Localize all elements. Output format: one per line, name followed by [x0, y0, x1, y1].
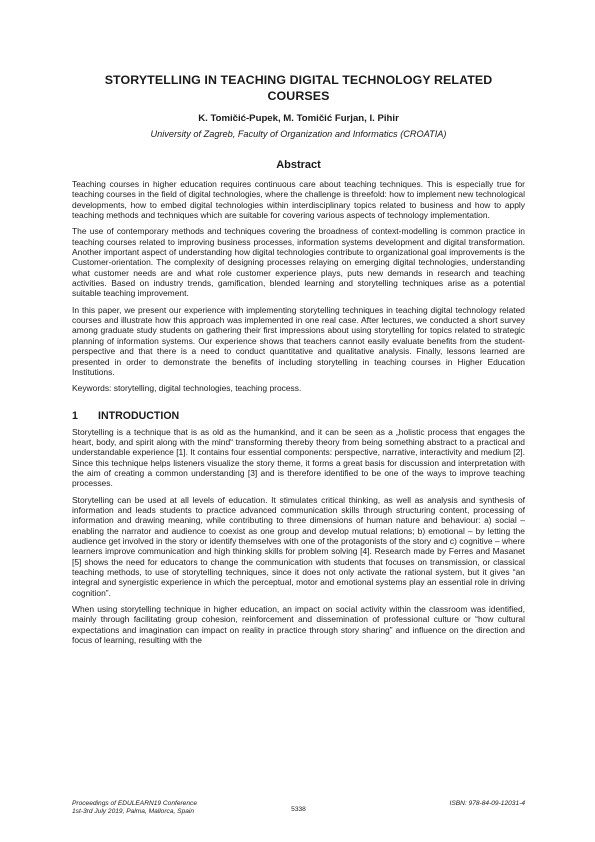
section-heading [72, 410, 525, 422]
section-title: INTRODUCTION [98, 409, 180, 422]
paper-authors: K. Tomičić-Pupek, M. Tomičić Furjan, I. Pihir [198, 113, 399, 124]
footer-conference-dates: 1st-3rd July 2019, Palma, Mallorca, Spain [72, 808, 195, 816]
paper-affiliation: University of Zagreb, Faculty of Organization and Informatics (CROATIA) [150, 129, 447, 139]
paper-title: STORYTELLING IN TEACHING DIGITAL TECHNOLOGY RELATED COURSES [104, 73, 493, 103]
footer-conference-name: Proceedings of EDULEARN19 Conference [72, 800, 197, 807]
abstract-paragraph: In this paper, we present our experience with implementing storytelling techniques in teaching digital technology related courses and illustrate how this approach was implemented in one real case. After lectures, we conducted a short survey among graduate study students on gathering their first impressions about using storytelling for topics related to strategic planning of information systems. Our experience shows that teachers cannot easily evaluate benefits from the student-perspective and that there is a need to conduct quantitative and qualitative analysis. Finally, lessons learned are presented in order to demonstrate the benefits of including storytelling in teaching courses in Higher Education Institutions. [72, 304, 525, 377]
footer-isbn: ISBN: 978-84-09-12031-4 [449, 800, 525, 807]
body-paragraph: Storytelling can be used at all levels of education. It stimulates critical thinking, as well as analysis and synthesis of information and leads students to practice advanced communication skills through structuring content, processing of information and drawing meaning, while contributing to three dimensions of human nature and behaviour: a) social – enabling the narrator and audience to coexist as one group and develop mutual relations; b) emotional – by letting the audience get involved in the story or identify themselves with one of the protagonists of the story and c) cognitive – where learners improve communication and high thinking skills for problem solving [4]. Research made by Ferres and Masanet [5] shows the need for educators to change the communication with students that focuses on transmission, or classical teaching methods, to use of storytelling techniques, since it does not only activate the rational system, but it gives “an integral and synergistic experience in which the perceptual, motor and emotional systems play an essential role in driving cognition”. [72, 494, 525, 598]
abstract-heading: Abstract [276, 159, 321, 171]
body-paragraph: Storytelling is a technique that is as old as the humankind, and it can be seen as a „holistic process that engages the heart, body, and spirit along with the mind“ transforming thereby theory from being something abstract to a practical and understandable experience [1]. It contains four essential components: perspective, narrative, interactivity and medium [2]. Since this technique helps listeners visualize the story theme, it forms a great basis for discussion and interpretation with the aim of creating a common understanding [3] and is therefore identified to be one of the ways to improve teaching processes. [72, 426, 525, 489]
abstract-paragraph: The use of contemporary methods and techniques covering the broadness of context-modelling is common practice in teaching courses related to improving business processes, information systems development and digital transformation. Another important aspect of understanding how digital technologies contribute to organizational goal improvements is the Customer-orientation. The complexity of designing processes relaying on emerging digital technologies, understanding what customer needs are and what role customer experience plays, puts new demands in research and teaching activities. Based on industry trends, gamification, blended learning and storytelling techniques arise as a potential suitable teaching improvement. [72, 226, 525, 299]
keywords: Keywords: storytelling, digital technologies, teaching process. [72, 383, 302, 394]
section-number: 1 [72, 409, 78, 422]
body-paragraph: When using storytelling technique in higher education, an impact on social activity within the classroom was identified, mainly through facilitating group cohesion, reinforcement and dissemination of professional culture or “how cultural expectations and imagination can impact on reality in practice through story sharing” and influence on the direction and focus of learning, resulting with the [72, 604, 525, 646]
paper-page [72, 68, 525, 651]
abstract-paragraph: Teaching courses in higher education requires continuous care about teaching techniques. This is especially true for teaching courses in the field of digital technologies, where the challenge is threefold: how to implement new technological developments, how to embed digital technologies within interdisciplinary topics related to business and how to apply teaching methods and techniques which are suitable for covering various aspects of technology implementation. [72, 179, 525, 221]
page-number: 5338 [291, 806, 306, 813]
